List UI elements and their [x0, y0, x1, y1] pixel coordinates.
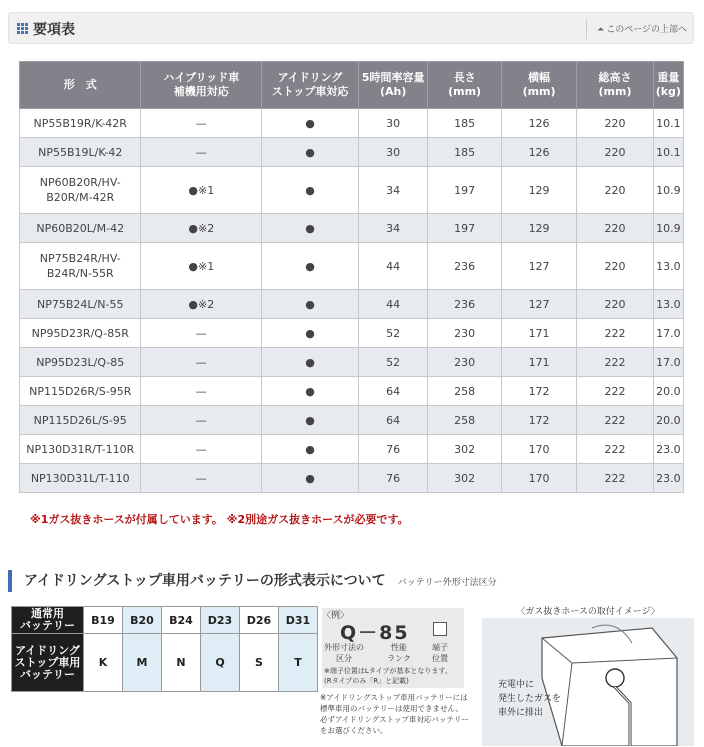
size-code: B24 — [162, 607, 201, 634]
cell-width: 171 — [501, 319, 576, 348]
spec-table-row — [20, 464, 684, 493]
cell-hybrid: — — [141, 138, 262, 167]
terminal-box-icon — [433, 622, 447, 636]
cell-length: 230 — [428, 348, 501, 377]
hose-caption: 〈ガス抜きホースの取付イメージ〉 — [516, 607, 660, 617]
cell-weight: 10.1 — [653, 109, 683, 138]
idle-stop-code: S — [240, 634, 279, 692]
hose-description: 充電中に 発生したガスを 車外に排出 — [498, 680, 562, 718]
idle-stop-section-title — [8, 570, 497, 592]
cell-height: 220 — [577, 290, 653, 319]
cell-hybrid: — — [141, 406, 262, 435]
back-to-top-link[interactable] — [597, 22, 687, 35]
idle-stop-warning: ※アイドリングストップ車用バッテリーには標準車用のバッテリーは使用できません。必ずアイドリングストップ車対応バッテリーをお選びください。 — [320, 693, 469, 735]
cell-width: 127 — [501, 290, 576, 319]
size-code: B19 — [84, 607, 123, 634]
spec-table-row — [20, 167, 684, 214]
cell-capacity: 44 — [358, 243, 427, 290]
cell-hybrid: — — [141, 435, 262, 464]
cell-idle-stop: ● — [262, 377, 359, 406]
col-header-hybrid: ハイブリッド車 補機用対応 — [141, 62, 262, 109]
cell-idle-stop: ● — [262, 435, 359, 464]
idle-stop-battery-row — [12, 634, 318, 692]
spec-table-row — [20, 138, 684, 167]
cell-length: 185 — [428, 138, 501, 167]
cell-width: 129 — [501, 214, 576, 243]
cell-model: NP115D26L/S-95 — [20, 406, 141, 435]
cell-model: NP75B24L/N-55 — [20, 290, 141, 319]
cell-hybrid: — — [141, 377, 262, 406]
col-header-idle-stop: アイドリング ストップ車対応 — [262, 62, 359, 109]
back-to-top-label: このページの上部へ — [606, 25, 688, 35]
footnote: ※1ガス抜きホースが付属しています。 ※2別途ガス抜きホースが必要です。 — [30, 513, 409, 526]
section-subtitle: バッテリー外形寸法区分 — [397, 578, 497, 588]
cell-idle-stop: ● — [262, 109, 359, 138]
cell-width: 172 — [501, 377, 576, 406]
cell-weight: 13.0 — [653, 290, 683, 319]
model-code-example — [322, 608, 464, 688]
idle-stop-code: M — [123, 634, 162, 692]
size-code: D31 — [279, 607, 318, 634]
cell-length: 197 — [428, 214, 501, 243]
example-prefix: 〈例〉 — [322, 611, 350, 621]
hose-illustration — [482, 604, 694, 746]
cell-idle-stop: ● — [262, 138, 359, 167]
cell-capacity: 30 — [358, 109, 427, 138]
cell-capacity: 44 — [358, 290, 427, 319]
cell-height: 222 — [577, 406, 653, 435]
cell-width: 127 — [501, 243, 576, 290]
spec-table-row — [20, 109, 684, 138]
cell-height: 220 — [577, 138, 653, 167]
arrow-up-icon: ⏶ — [597, 25, 605, 35]
label-performance: 性能 ランク — [387, 643, 411, 663]
cell-capacity: 76 — [358, 464, 427, 493]
cell-idle-stop: ● — [262, 464, 359, 493]
label-size-class: 外形寸法の 区分 — [324, 643, 364, 663]
cell-hybrid: — — [141, 109, 262, 138]
cell-hybrid: — — [141, 348, 262, 377]
size-code: D26 — [240, 607, 279, 634]
grid-icon — [17, 23, 28, 34]
cell-capacity: 34 — [358, 167, 427, 214]
idle-stop-code: T — [279, 634, 318, 692]
cell-length: 258 — [428, 377, 501, 406]
idle-stop-code: Q — [201, 634, 240, 692]
cell-idle-stop: ● — [262, 290, 359, 319]
cell-height: 222 — [577, 377, 653, 406]
cell-length: 185 — [428, 109, 501, 138]
spec-table-row — [20, 406, 684, 435]
cell-capacity: 64 — [358, 377, 427, 406]
spec-table-row — [20, 319, 684, 348]
size-code: B20 — [123, 607, 162, 634]
cell-hybrid: ●※1 — [141, 243, 262, 290]
idle-stop-battery-header: アイドリング ストップ車用 バッテリー — [12, 634, 84, 692]
cell-model: NP60B20R/HV- B20R/M-42R — [20, 167, 141, 214]
cell-model: NP60B20L/M-42 — [20, 214, 141, 243]
cell-model: NP130D31L/T-110 — [20, 464, 141, 493]
cell-model: NP95D23R/Q-85R — [20, 319, 141, 348]
cell-weight: 17.0 — [653, 319, 683, 348]
spec-table-row — [20, 214, 684, 243]
cell-model: NP95D23L/Q-85 — [20, 348, 141, 377]
section-title: 要項表 — [33, 22, 75, 38]
col-header-weight: 重量 (kg) — [653, 62, 683, 109]
cell-weight: 20.0 — [653, 406, 683, 435]
col-header-model: 形 式 — [20, 62, 141, 109]
cell-height: 222 — [577, 348, 653, 377]
cell-idle-stop: ● — [262, 348, 359, 377]
cell-capacity: 52 — [358, 348, 427, 377]
cell-model: NP130D31R/T-110R — [20, 435, 141, 464]
cell-weight: 13.0 — [653, 243, 683, 290]
cell-weight: 10.1 — [653, 138, 683, 167]
section-main-title: アイドリングストップ車用バッテリーの形式表示について — [24, 573, 386, 589]
cell-height: 222 — [577, 319, 653, 348]
idle-stop-code: K — [84, 634, 123, 692]
example-code: Q－85 — [340, 622, 410, 644]
normal-battery-row — [12, 607, 318, 634]
cell-idle-stop: ● — [262, 243, 359, 290]
cell-weight: 23.0 — [653, 435, 683, 464]
cell-idle-stop: ● — [262, 167, 359, 214]
cell-model: NP115D26R/S-95R — [20, 377, 141, 406]
cell-weight: 10.9 — [653, 214, 683, 243]
terminal-note: ※端子位置はLタイプが基本となります。 (Rタイプのみ「R」と記載) — [324, 667, 452, 685]
cell-model: NP75B24R/HV- B24R/N-55R — [20, 243, 141, 290]
cell-weight: 20.0 — [653, 377, 683, 406]
cell-weight: 17.0 — [653, 348, 683, 377]
cell-hybrid: ●※1 — [141, 167, 262, 214]
cell-model: NP55B19R/K-42R — [20, 109, 141, 138]
cell-height: 222 — [577, 435, 653, 464]
cell-width: 170 — [501, 435, 576, 464]
cell-weight: 10.9 — [653, 167, 683, 214]
cell-capacity: 52 — [358, 319, 427, 348]
spec-table-header-row — [20, 62, 684, 109]
cell-length: 236 — [428, 243, 501, 290]
cell-width: 170 — [501, 464, 576, 493]
cell-capacity: 30 — [358, 138, 427, 167]
cell-length: 236 — [428, 290, 501, 319]
label-terminal: 端子 位置 — [432, 643, 448, 663]
cell-length: 302 — [428, 464, 501, 493]
normal-battery-header: 通常用 バッテリー — [12, 607, 84, 634]
cell-capacity: 34 — [358, 214, 427, 243]
cell-width: 126 — [501, 109, 576, 138]
cell-capacity: 76 — [358, 435, 427, 464]
cell-length: 258 — [428, 406, 501, 435]
cell-model: NP55B19L/K-42 — [20, 138, 141, 167]
cell-hybrid: ●※2 — [141, 290, 262, 319]
spec-table-row — [20, 290, 684, 319]
cell-height: 220 — [577, 167, 653, 214]
section-header-bar — [8, 12, 694, 44]
cell-length: 197 — [428, 167, 501, 214]
cell-hybrid: — — [141, 319, 262, 348]
cell-hybrid: ●※2 — [141, 214, 262, 243]
cell-width: 129 — [501, 167, 576, 214]
spec-table-row — [20, 348, 684, 377]
cell-capacity: 64 — [358, 406, 427, 435]
cell-idle-stop: ● — [262, 214, 359, 243]
cell-width: 172 — [501, 406, 576, 435]
cell-idle-stop: ● — [262, 319, 359, 348]
spec-table-row — [20, 435, 684, 464]
divider — [586, 19, 587, 39]
size-code: D23 — [201, 607, 240, 634]
cell-width: 171 — [501, 348, 576, 377]
cell-width: 126 — [501, 138, 576, 167]
cell-length: 302 — [428, 435, 501, 464]
cell-height: 220 — [577, 109, 653, 138]
cell-height: 220 — [577, 214, 653, 243]
col-header-width: 横幅 (mm) — [501, 62, 576, 109]
cell-weight: 23.0 — [653, 464, 683, 493]
col-header-height: 総高さ (mm) — [577, 62, 653, 109]
cell-length: 230 — [428, 319, 501, 348]
spec-table — [19, 61, 684, 493]
cell-height: 220 — [577, 243, 653, 290]
cell-height: 222 — [577, 464, 653, 493]
cell-idle-stop: ● — [262, 406, 359, 435]
size-code-table — [11, 606, 318, 692]
spec-table-row — [20, 377, 684, 406]
spec-table-row — [20, 243, 684, 290]
col-header-capacity: 5時間率容量 (Ah) — [358, 62, 427, 109]
idle-stop-code: N — [162, 634, 201, 692]
col-header-length: 長さ (mm) — [428, 62, 501, 109]
cell-hybrid: — — [141, 464, 262, 493]
